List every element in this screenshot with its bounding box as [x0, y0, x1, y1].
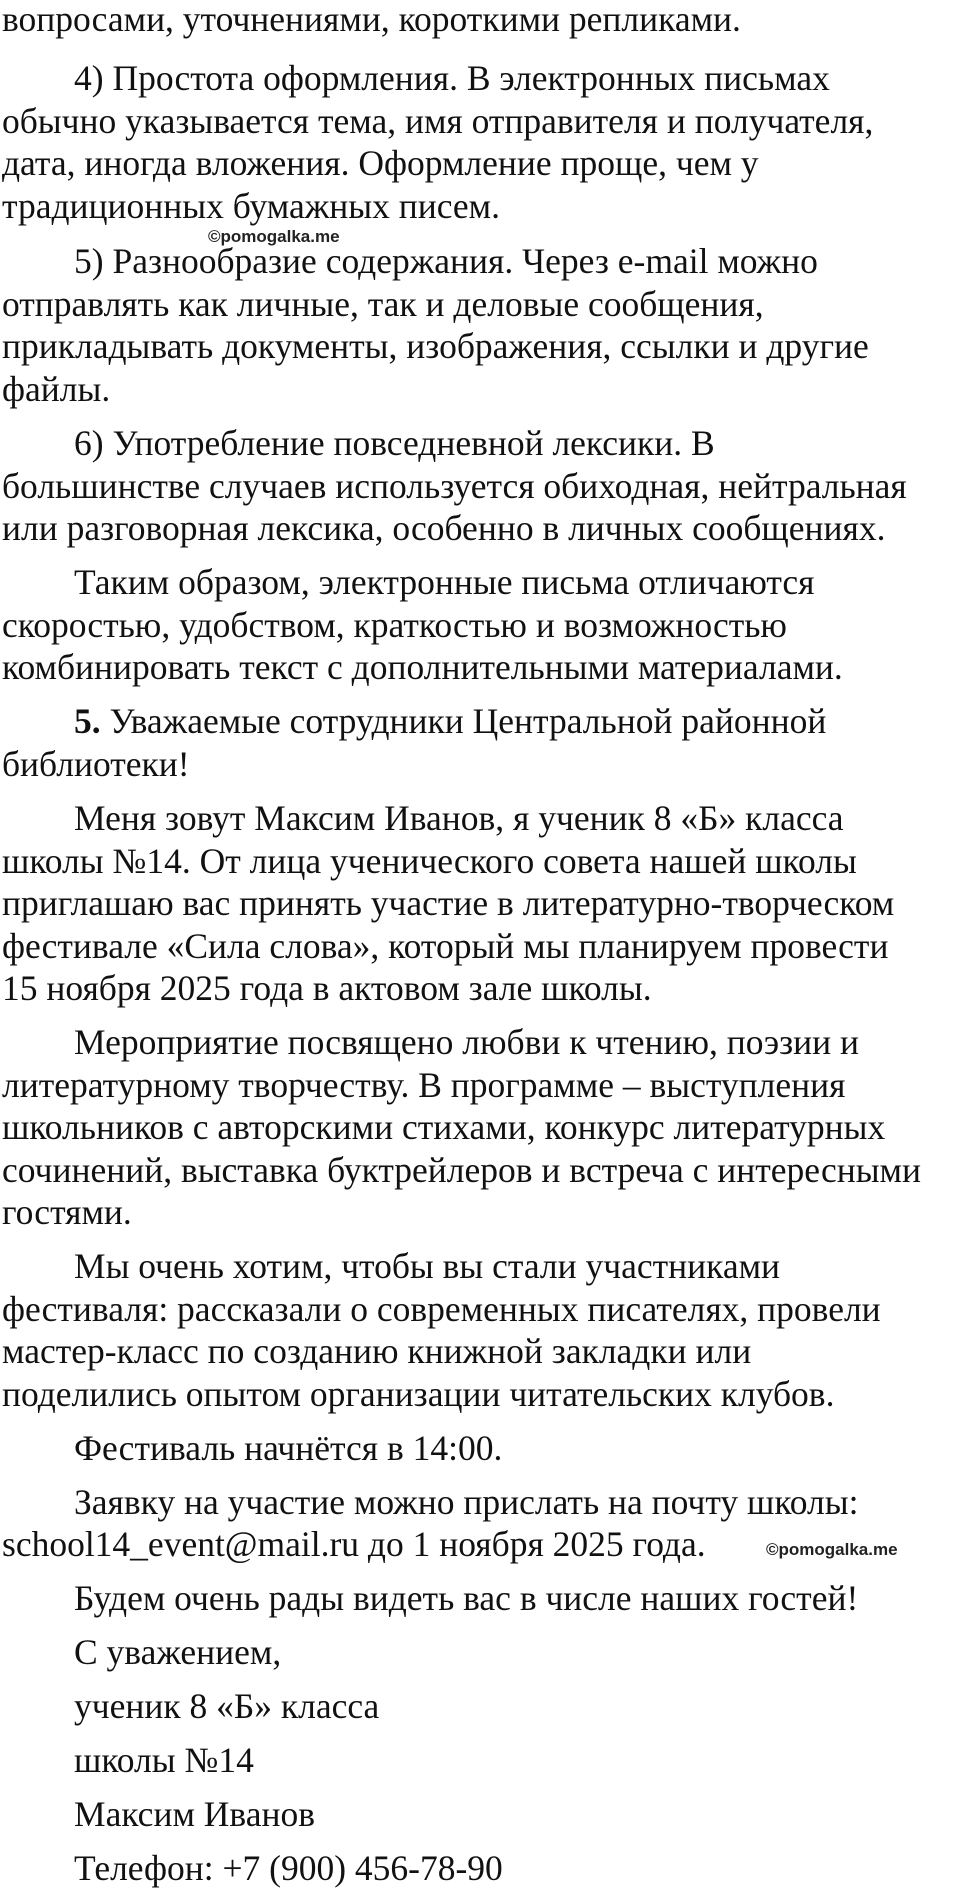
text-line: школьников с авторскими стихами, конкурс литературных [2, 1107, 886, 1147]
text-line: сочинений, выставка буктрейлеров и встреча с интересными [2, 1150, 922, 1190]
text-fragment: Уважаемые сотрудники Центральной районной [109, 701, 827, 741]
text-line: Будем очень рады видеть вас в числе наших гостей! [74, 1578, 859, 1618]
text-line: прикладывать документы, изображения, ссылки и другие [2, 326, 869, 366]
text-line: комбинировать текст с дополнительными материалами. [2, 647, 843, 687]
text-line: фестиваля: рассказали о современных писателях, провели [2, 1289, 881, 1329]
text-line: обычно указывается тема, имя отправителя и получателя, [2, 101, 874, 141]
text-line: Меня зовут Максим Иванов, я ученик 8 «Б» класса [74, 798, 844, 838]
text-line: ученик 8 «Б» класса [74, 1686, 380, 1726]
text-line: гостями. [2, 1192, 132, 1232]
text-line: Мы очень хотим, чтобы вы стали участниками [74, 1246, 781, 1286]
text-line: вопросами, уточнениями, короткими репликами. [2, 0, 741, 39]
text-line: school14_event@mail.ru до 1 ноября 2025 года. [2, 1524, 706, 1564]
text-line: Мероприятие посвящено любви к чтению, поэзии и [74, 1022, 860, 1062]
text-line: приглашаю вас принять участие в литературно-творческом [2, 883, 895, 923]
task-number: 5. [74, 701, 101, 741]
text-line: мастер-класс по созданию книжной закладки или [2, 1331, 752, 1371]
text-line: Фестиваль начнётся в 14:00. [74, 1428, 503, 1468]
text-line: Заявку на участие можно прислать на почту школы: [74, 1482, 859, 1522]
text-line: школы №14 [74, 1740, 254, 1780]
watermark: ©pomogalka.me [766, 1540, 898, 1559]
text-line: традиционных бумажных писем. [2, 186, 500, 226]
text-line: Телефон: +7 (900) 456-78-90 [74, 1848, 503, 1888]
text-line: 4) Простота оформления. В электронных письмах [74, 58, 830, 98]
text-line: 15 ноября 2025 года в актовом зале школы. [2, 968, 652, 1008]
text-line: отправлять как личные, так и деловые сообщения, [2, 284, 764, 324]
watermark: ©pomogalka.me [208, 227, 340, 246]
text-line: школы №14. От лица ученического совета нашей школы [2, 841, 857, 881]
text-line: библиотеки! [2, 744, 190, 784]
text-line: дата, иногда вложения. Оформление проще, чем у [2, 143, 759, 183]
text-line: Максим Иванов [74, 1794, 315, 1834]
task-heading [74, 701, 827, 741]
text-line: поделились опытом организации читательских клубов. [2, 1374, 835, 1414]
text-line: С уважением, [74, 1632, 282, 1672]
text-line: большинстве случаев используется обиходная, нейтральная [2, 466, 907, 506]
text-line: файлы. [2, 369, 111, 409]
text-line: фестивале «Сила слова», который мы планируем провести [2, 926, 889, 966]
text-line: или разговорная лексика, особенно в личных сообщениях. [2, 508, 886, 548]
text-line: 5) Разнообразие содержания. Через e-mail можно [74, 241, 818, 281]
text-line: 6) Употребление повседневной лексики. В [74, 423, 715, 463]
text-line: Таким образом, электронные письма отличаются [74, 562, 815, 602]
text-line: литературному творчеству. В программе – выступления [2, 1065, 846, 1105]
text-line: скоростью, удобством, краткостью и возможностью [2, 605, 787, 645]
